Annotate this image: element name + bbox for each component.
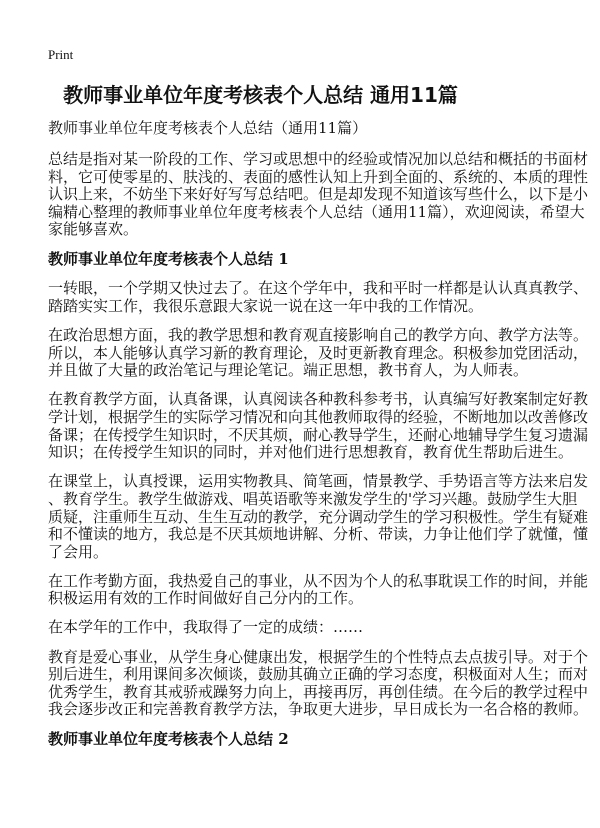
- document-page: [48, 47, 589, 760]
- paragraph: [48, 326, 589, 380]
- text-line: 总结是指对某一阶段的工作、学习或思想中的经验或情况加以总结和概括的书面材: [48, 150, 589, 168]
- intro-paragraph: [48, 150, 589, 239]
- text-line: 、教育学生。教学生做游戏、唱英语歌等来激发学生的'学习兴趣。鼓励学生大胆: [48, 489, 578, 508]
- text-line: 别后进生，利用课间多次倾谈，鼓励其确立正确的学习态度，积极面对人生；而对: [48, 665, 589, 684]
- text-line: 了会用。: [48, 542, 109, 561]
- text-line: 并且做了大量的政治笔记与理论笔记。端正思想，教书育人，为人师表。: [48, 361, 529, 380]
- text-line: 认识上来，不妨坐下来好好写写总结吧。但是却发现不知道该写些什么，以下是小: [48, 185, 589, 204]
- print-label[interactable]: Print: [48, 47, 74, 62]
- text-line: 踏踏实实工作，我很乐意跟大家说一说在这一年中我的工作情况。: [48, 297, 484, 316]
- text-line: 一转眼，一个学期又快过去了。在这个学年中，我和平时一样都是认认真真教学、: [48, 279, 589, 298]
- text-line: 备课；在传授学生知识时，不厌其烦，耐心教导学生，还耐心地辅导学生复习遗漏: [48, 425, 589, 444]
- text-line: 在工作考勤方面，我热爱自己的事业，从不因为个人的私事耽误工作的时间，并能: [48, 571, 589, 590]
- paragraph: [48, 647, 589, 719]
- paragraph: [48, 619, 478, 637]
- text-line: 和不懂读的地方，我总是不厌其烦地讲解、分析、带读，力争让他们学了就懂，懂: [48, 525, 589, 544]
- text-line: 家能够喜欢。: [48, 220, 139, 239]
- text-line: 在本学年的工作中，我取得了一定的成绩：……: [48, 618, 364, 637]
- page-title: 教师事业单位年度考核表个人总结 通用11篇: [63, 83, 458, 107]
- text-line: 学计划，根据学生的实际学习情况和向其他教师取得的经验，不断地加以改善修改: [48, 408, 589, 427]
- text-line: 编精心整理的教师事业单位年度考核表个人总结（通用11篇），欢迎阅读，希望大: [48, 202, 585, 221]
- text-line: 教育是爱心事业，从学生身心健康出发，根据学生的个性特点去点拔引导。对于个: [48, 647, 589, 666]
- text-line: 优秀学生，教育其戒骄戒躁努力向上，再接再厉，再创佳绩。在今后的教学过程中: [48, 682, 589, 701]
- text-line: 质疑，注重师生互动、生生互动的教学，充分调动学生的学习积极性。学生有疑难: [48, 507, 589, 526]
- paragraph: [48, 390, 589, 462]
- text-line: 在政治思想方面，我的教学思想和教育观直接影响自己的教学方向、教学方法等。: [48, 326, 589, 345]
- text-line: 我会逐步改正和完善教育教学方法，争取更大进步，早日成长为一名合格的教师。: [48, 700, 589, 719]
- text-line: 积极运用有效的工作时间做好自己分内的工作。: [48, 589, 364, 608]
- text-line: 所以，本人能够认真学习新的教育理论，及时更新教育理念。积极参加党团活动，: [48, 343, 589, 362]
- section-heading-1: 教师事业单位年度考核表个人总结 1: [48, 250, 289, 269]
- text-line: 料，它可使零星的、肤浅的、表面的感性认知上升到全面的、系统的、本质的理性: [48, 167, 589, 186]
- paragraph: [48, 571, 589, 608]
- paragraph: [48, 472, 589, 561]
- section-heading-2: 教师事业单位年度考核表个人总结 2: [48, 730, 289, 749]
- paragraph: [48, 279, 589, 316]
- text-line: 知识；在传授学生知识的同时，并对他们进行思想教育，教育优生帮助后进生。: [48, 443, 574, 462]
- document-subtitle: 教师事业单位年度考核表个人总结（通用11篇）: [48, 119, 368, 137]
- text-line: 在教育教学方面，认真备课，认真阅读各种教科参考书，认真编写好教案制定好教: [48, 390, 589, 409]
- text-line: 在课堂上，认真授课，运用实物教具、简笔画，情景教学、手势语言等方法来启发: [48, 472, 589, 491]
